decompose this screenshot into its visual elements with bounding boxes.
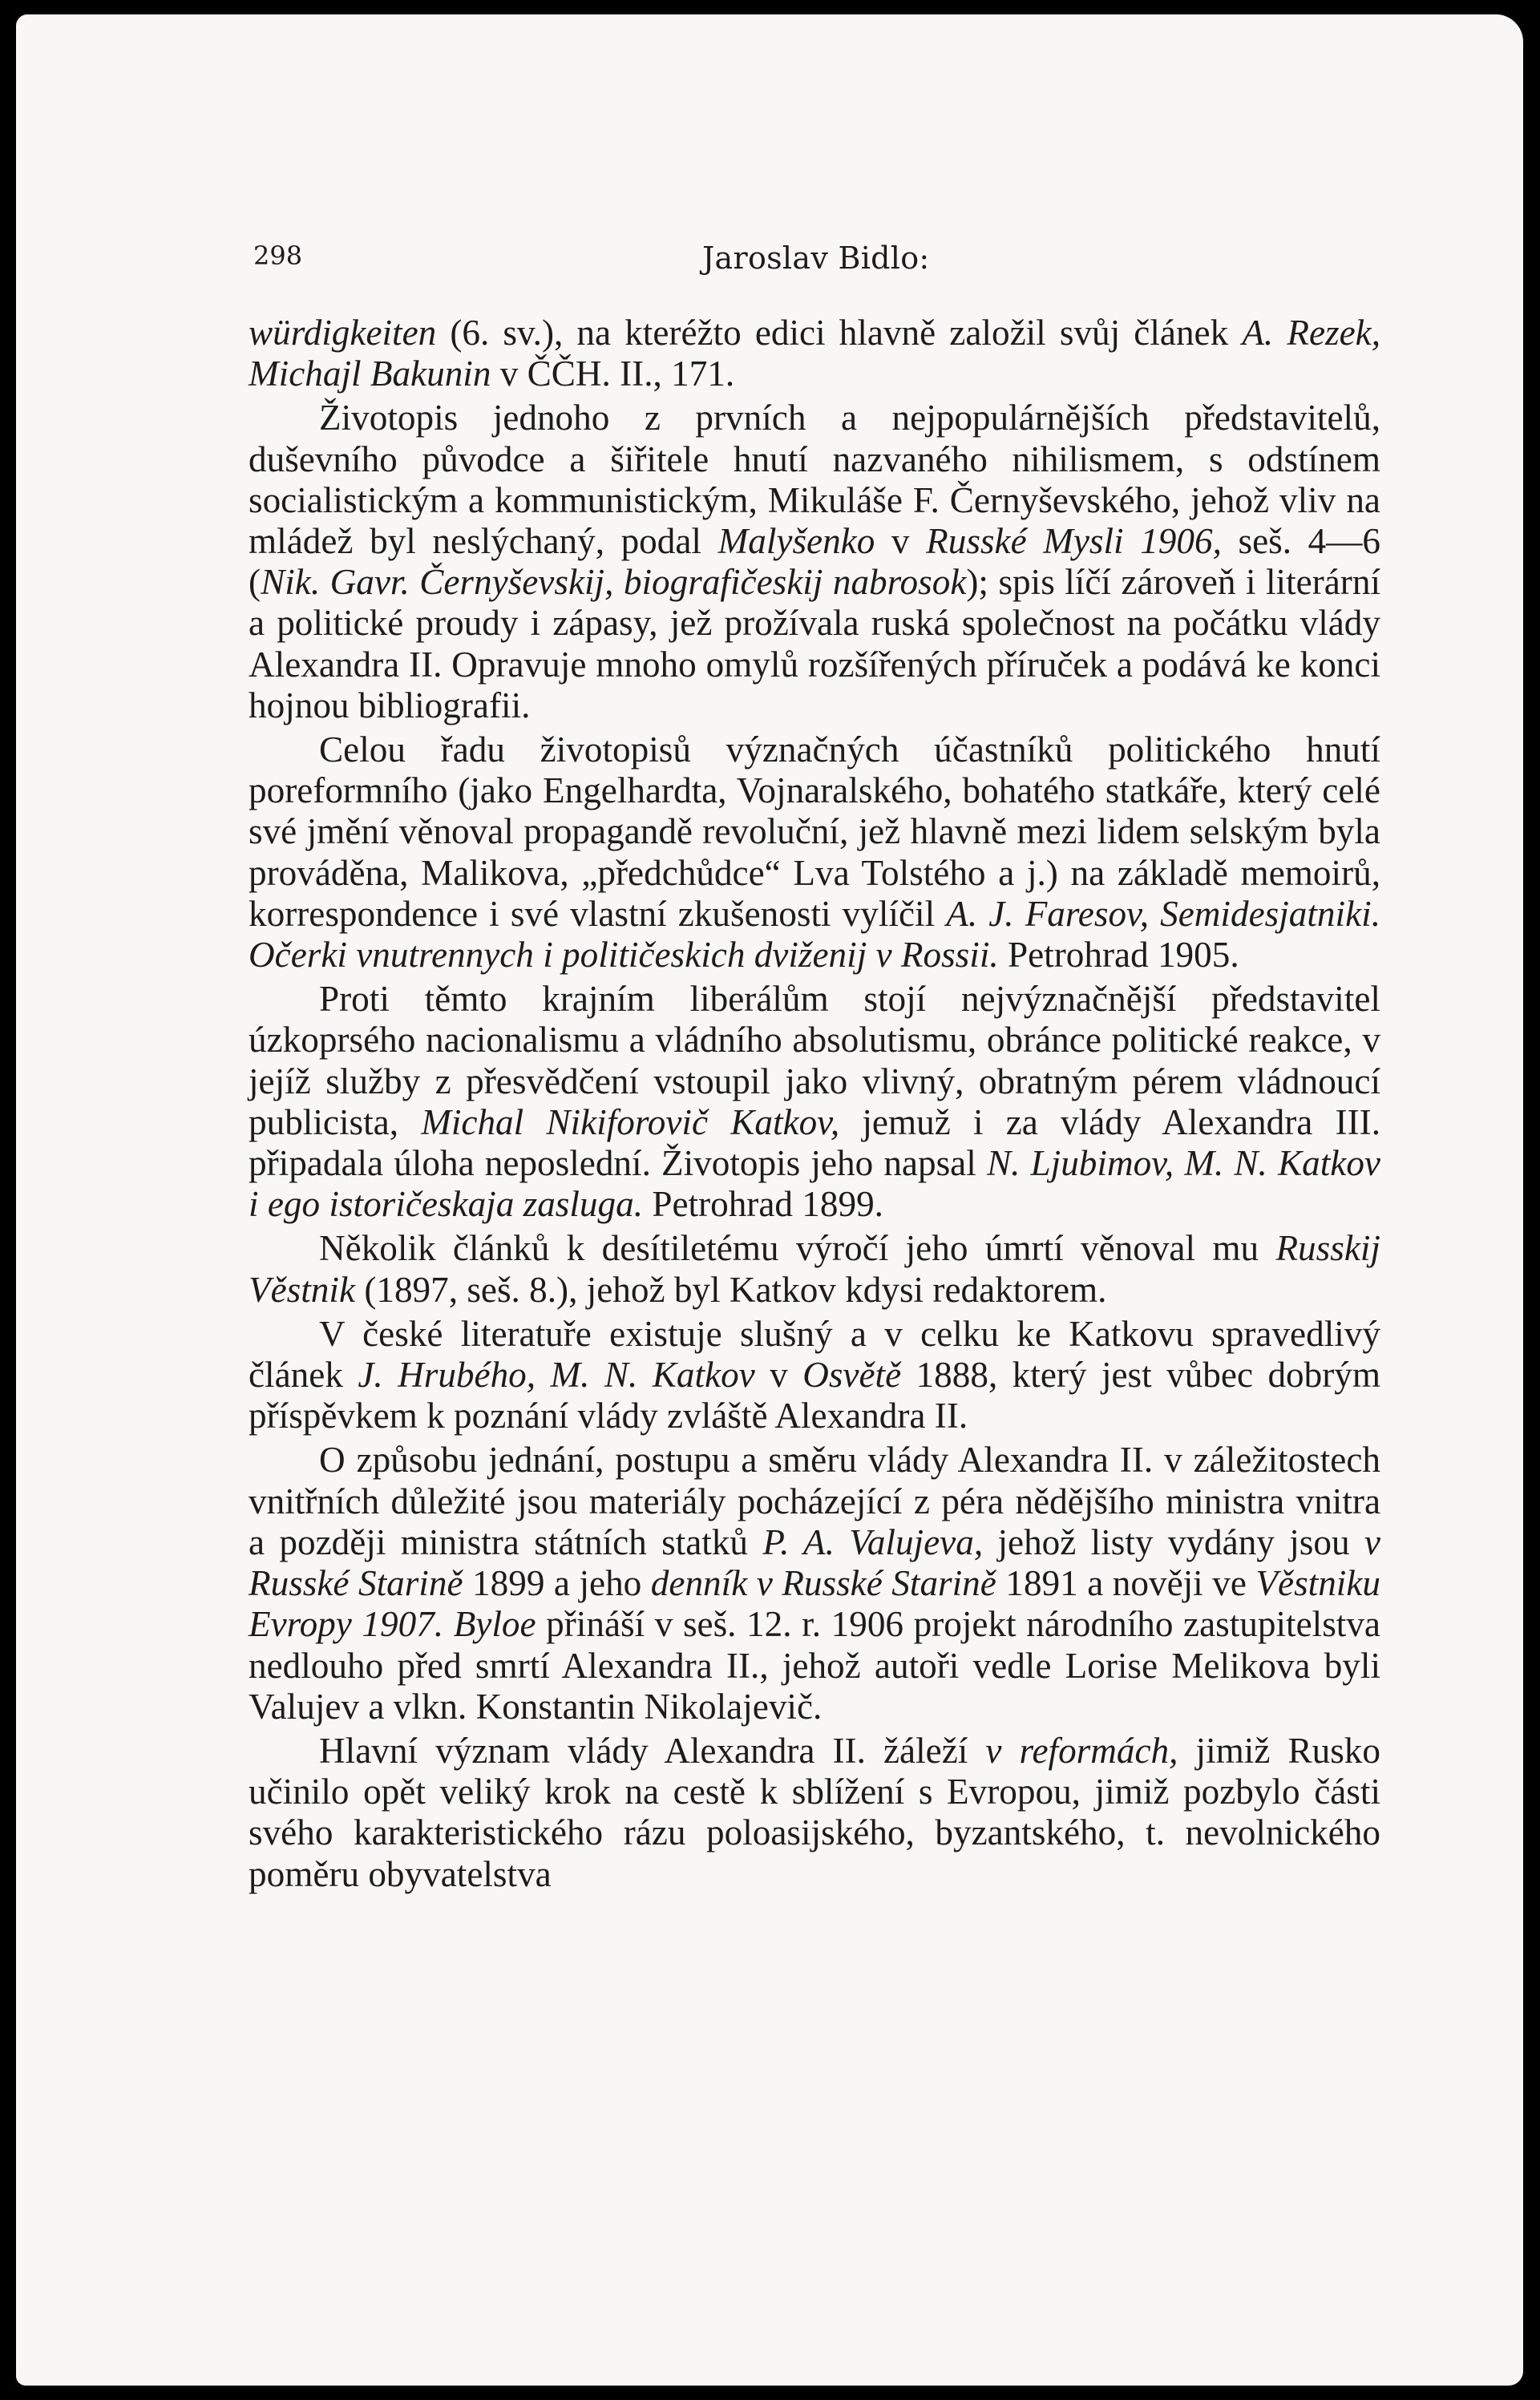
citation-italic: v reformách, [985, 1730, 1178, 1771]
running-title: Jaroslav Bidlo: [702, 240, 930, 276]
citation-italic: Osvětě [802, 1355, 902, 1396]
text-run: 1888, který jest vůbec dobrým příspěvkem k poznání vlády zvláště Alexandra II. [249, 1355, 1381, 1436]
text-run: jehož listy vydány jsou [983, 1521, 1364, 1562]
text-run: přináší v seš. 12. r. 1906 projekt národního zastupitelstva nedlouho před smrtí Alexandra II., jehož autoři vedle Lorise Melikova byli Valujev a vlkn. Konstantin Nikolajevič. [249, 1604, 1380, 1727]
paragraph [249, 979, 1380, 1225]
text-run: Celou řadu životopisů význačných účastníků politického hnutí poreformního (jako Engelhardta, Vojnaralského, bohatého statkáře, který celé své jmění věnoval propagandě revoluční, jež hlavně mezi lidem selským byla prováděna, Malikova, „předchůdce“ Lva Tolstého a j.) na základě memoirů, korrespondence i své vlastní zkušenosti vylíčil [249, 729, 1380, 934]
paragraph [249, 729, 1380, 976]
text-run: Petrohrad 1905. [998, 935, 1239, 976]
citation-italic: Michal Nikiforovič Katkov, [421, 1101, 840, 1142]
citation-italic: J. Hrubého, M. N. Katkov [358, 1355, 755, 1396]
body-text [249, 313, 1380, 1898]
text-run: ); spis líčí zároveň i literární a politické proudy i zápasy, jež prožívala ruská společnost na počátku vlády Alexandra II. Opravuje mnoho omylů rozšířených příruček a podává ke konci hojnou bibliografii. [249, 562, 1380, 725]
text-run: Proti těmto krajním liberálům stojí nejvýznačnější představitel úzkoprsého nacionalismu a vládního absolutismu, obránce politické reakce, v jejíž služby z přesvědčení vstoupil jako vlivný, obratným pérem vládnoucí publicista, [249, 979, 1380, 1142]
page-number: 298 [253, 240, 303, 271]
citation-italic: Věstniku Evropy 1907. Byloe [249, 1563, 1381, 1645]
citation-italic: Russké Mysli 1906, [926, 521, 1222, 562]
text-run: v [875, 521, 927, 562]
text-run: Životopis jednoho z prvních a nejpopulárnějších představitelů, duševního původce a šiřitele hnutí nazvaného nihilismem, s odstínem socialistickým a kommunistickým, Mikuláše F. Černyševského, jehož vliv na mládež byl neslýchaný, podal [249, 398, 1380, 562]
text-run: Hlavní význam vlády Alexandra II. žáleží [319, 1730, 986, 1771]
citation-italic: Russkij Věstnik [249, 1228, 1380, 1310]
citation-italic: A. Rezek, Michajl Bakunin [249, 313, 1380, 394]
text-run: O způsobu jednání, postupu a směru vlády Alexandra II. v záležitostech vnitřních důležité jsou materiály pocházející z péra nědějšího ministra vnitra a později ministra státních statků [249, 1440, 1380, 1562]
citation-italic: v Russké Starině [249, 1521, 1380, 1604]
text-run: V české literatuře existuje slušný a v celku ke Katkovu spravedlivý článek [249, 1313, 1380, 1396]
text-run: (6. sv.), na kteréžto edici hlavně založil svůj článek [436, 313, 1243, 353]
paragraph [249, 1314, 1380, 1437]
citation-italic: Nik. Gavr. Černyševskij, biografičeskij nabrosok [261, 562, 967, 603]
text-run: Několik článků k desítiletému výročí jeho úmrtí věnoval mu [319, 1228, 1276, 1269]
citation-italic: Malyšenko [717, 521, 875, 562]
book-page [16, 14, 1523, 2386]
page-header [253, 240, 1320, 281]
paragraph [249, 1440, 1380, 1727]
citation-italic: denník v Russké Starině [650, 1563, 996, 1604]
citation-italic: N. Ljubimov, M. N. Katkov i ego istoričeskaja zasluga. [249, 1143, 1380, 1225]
citation-italic: P. A. Valujeva, [762, 1521, 984, 1562]
text-run: jemuž i za vlády Alexandra III. připadala úloha neposlední. Životopis jeho napsal [249, 1101, 1380, 1184]
citation-italic: würdigkeiten [249, 313, 437, 353]
text-run: seš. 4—6 ( [249, 521, 1380, 603]
paragraph [249, 1228, 1380, 1310]
text-run: 1891 a nověji ve [996, 1563, 1256, 1604]
text-run: v [754, 1355, 803, 1396]
text-run: jimiž Rusko učinilo opět veliký krok na cestě k sblížení s Evropou, jimiž pozbylo části svého karakteristického rázu poloasijského, byzantského, t. nevolnického poměru obyvatelstva [249, 1730, 1380, 1894]
text-run: v ČČH. II., 171. [491, 354, 735, 394]
text-run: 1899 a jeho [463, 1563, 651, 1604]
paragraph [249, 398, 1380, 726]
paragraph [249, 313, 1380, 394]
text-run: (1897, seš. 8.), jehož byl Katkov kdysi redaktorem. [355, 1269, 1107, 1310]
paragraph [249, 1731, 1380, 1895]
text-run: Petrohrad 1899. [643, 1184, 883, 1225]
citation-italic: A. J. Faresov, Semidesjatniki. Očerki vnutrennych i političeskich dviženij v Rossii. [249, 893, 1380, 976]
